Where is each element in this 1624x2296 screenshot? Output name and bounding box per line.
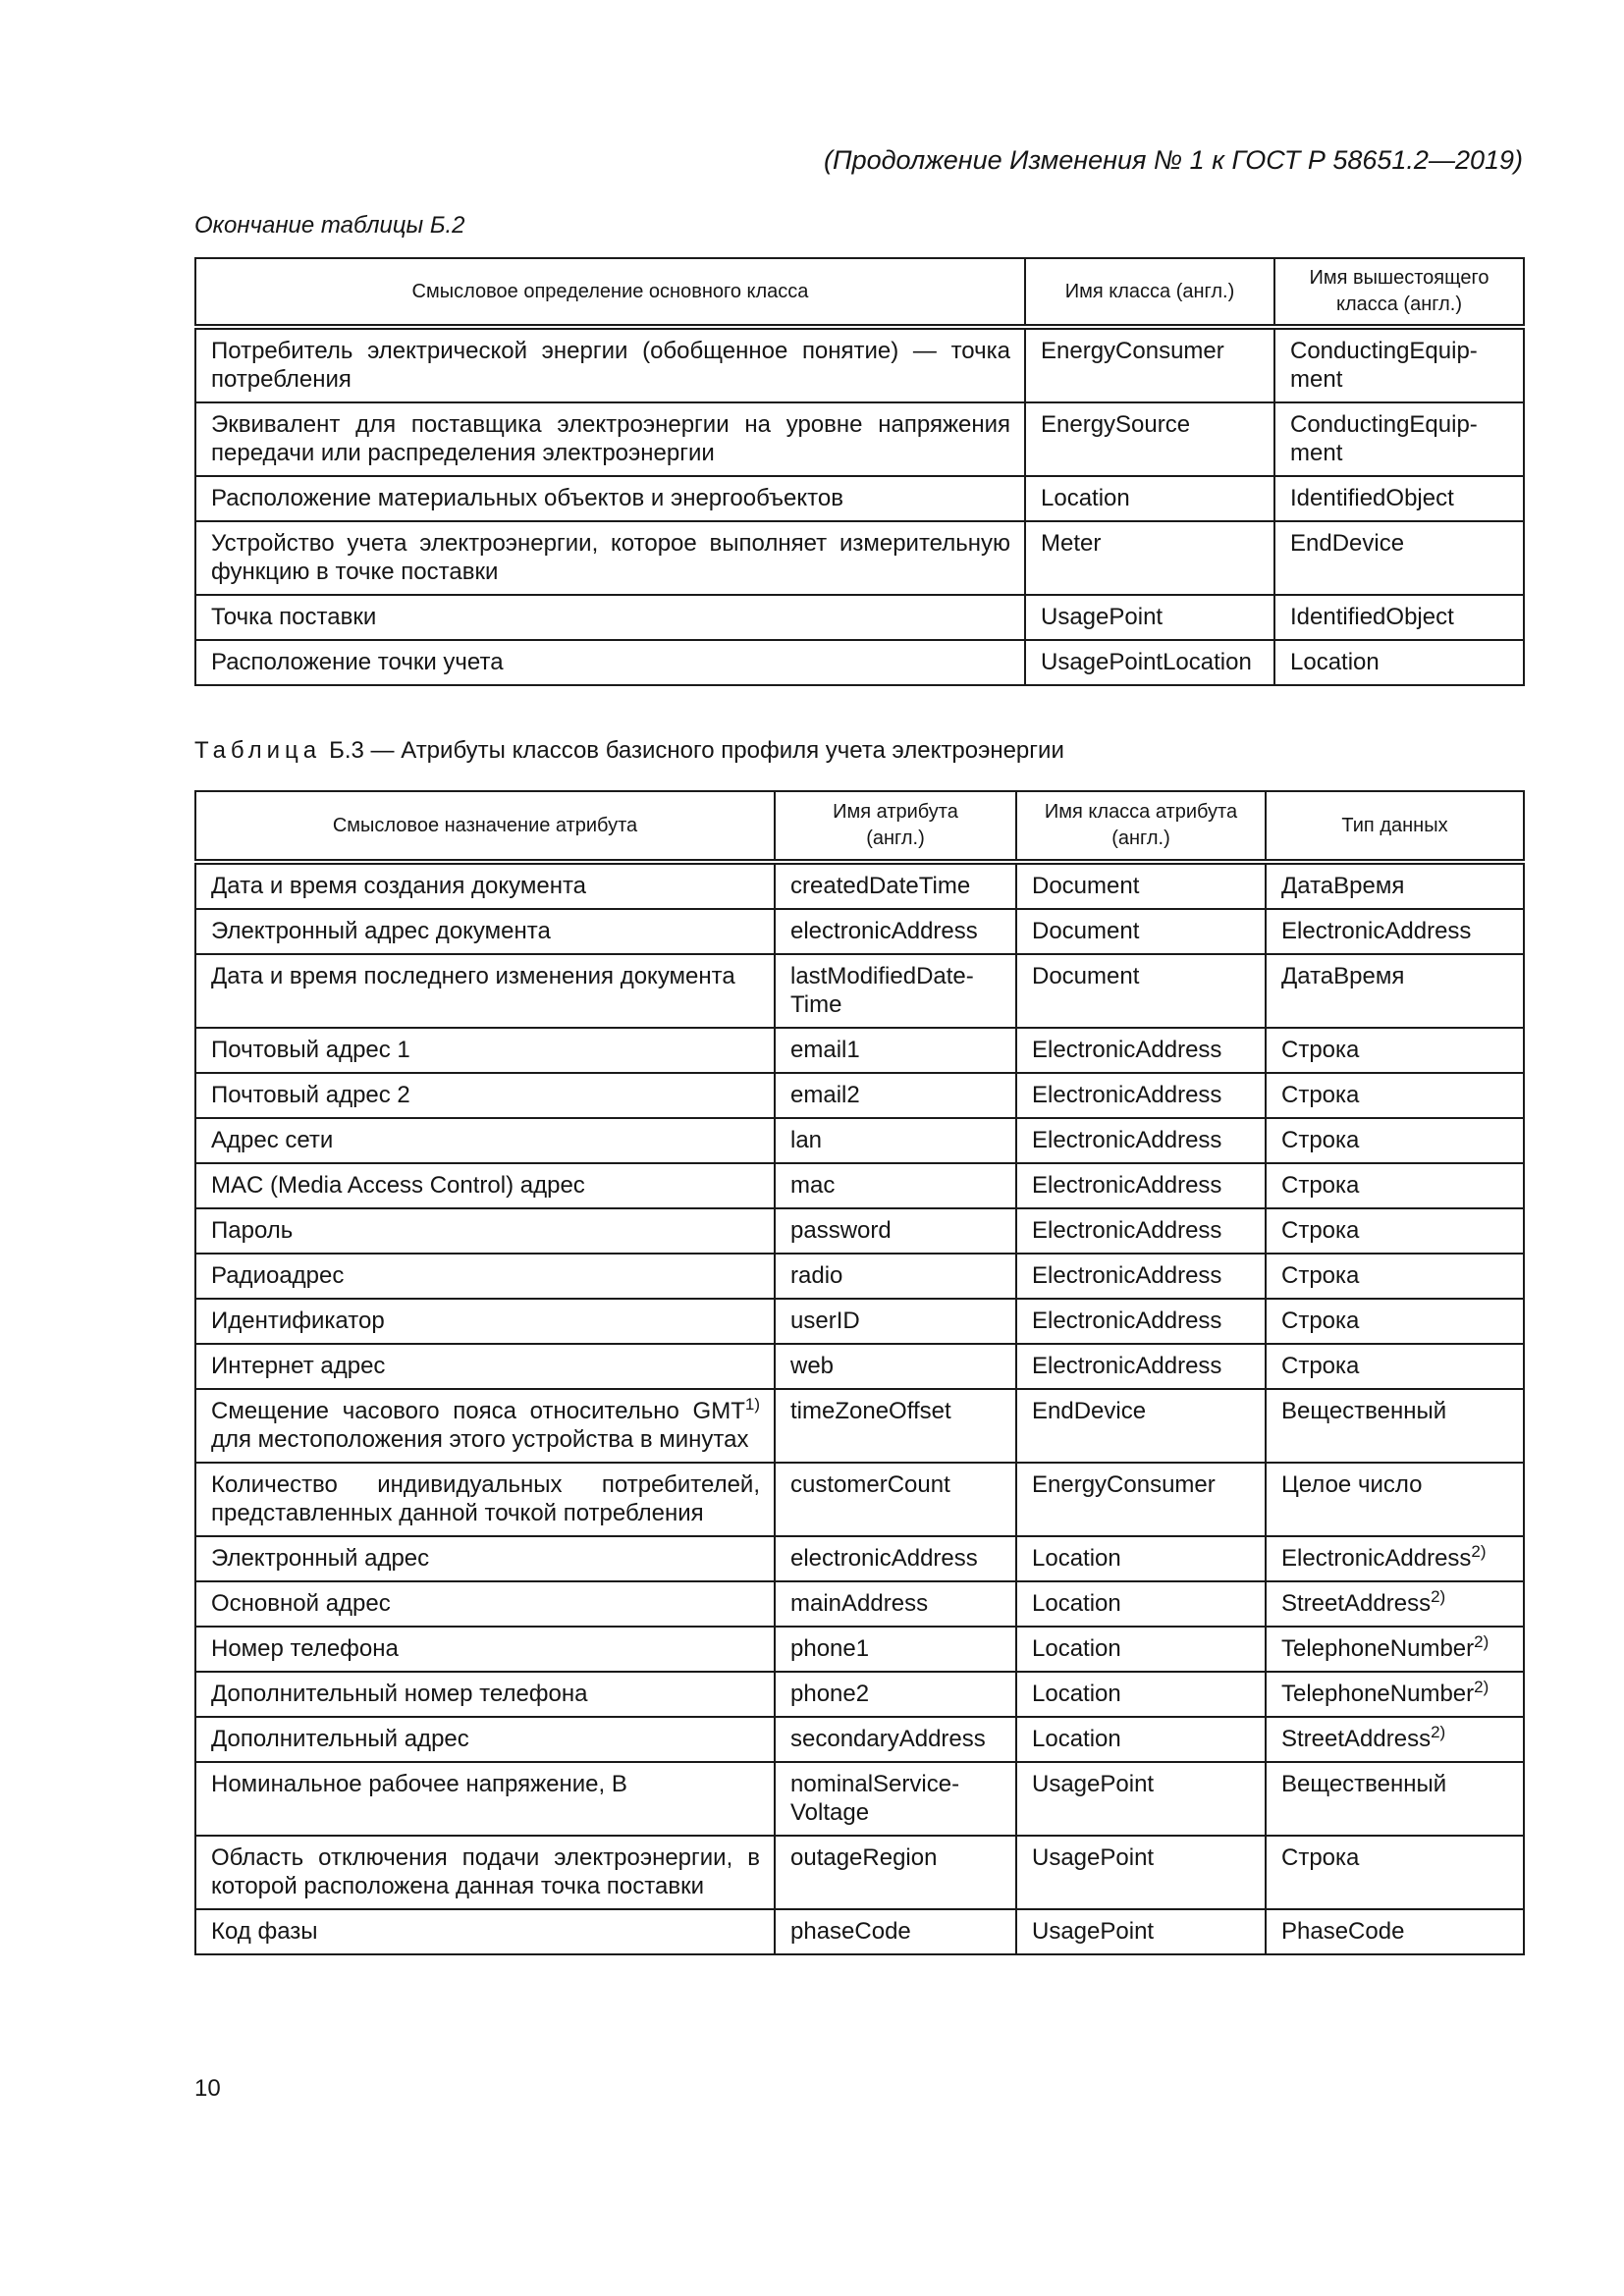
table-row — [195, 1163, 1524, 1208]
table-cell: Document — [1016, 909, 1266, 954]
table-cell: electronicAddress — [775, 1536, 1016, 1581]
table-row — [195, 595, 1524, 640]
table-cell — [195, 1909, 775, 1954]
table-cell: phone1 — [775, 1627, 1016, 1672]
table-cell: UsagePointLocation — [1025, 640, 1274, 685]
cell-text: Строка — [1281, 1037, 1360, 1063]
table-cell: UsagePoint — [1025, 595, 1274, 640]
table-cell: ElectronicAddress — [1016, 1344, 1266, 1389]
table1-caption: Окончание таблицы Б.2 — [194, 212, 465, 239]
table-cell: web — [775, 1344, 1016, 1389]
table-cell — [195, 1536, 775, 1581]
table2-caption-title: Б.3 — Атрибуты классов базисного профиля учета электроэнергии — [329, 737, 1064, 764]
cell-text: Строка — [1281, 1844, 1360, 1871]
table-cell: secondaryAddress — [775, 1717, 1016, 1762]
table-b3 — [194, 790, 1525, 1955]
table-cell — [195, 1389, 775, 1463]
table-cell: Meter — [1025, 521, 1274, 595]
table-cell: nominalService- Voltage — [775, 1762, 1016, 1836]
table-cell: Location — [1016, 1717, 1266, 1762]
column-header: Тип данных — [1266, 791, 1524, 862]
table-row — [195, 1909, 1524, 1954]
table-row — [195, 521, 1524, 595]
table-cell — [1266, 1627, 1524, 1672]
table-row — [195, 1717, 1524, 1762]
table2-caption — [194, 737, 1064, 765]
table-cell — [195, 1672, 775, 1717]
table-cell: Точка поставки — [195, 595, 1025, 640]
table-cell — [195, 1762, 775, 1836]
table-cell: email1 — [775, 1028, 1016, 1073]
cell-text: Почтовый адрес 2 — [211, 1082, 410, 1108]
table2-caption-prefix: Таблица — [194, 737, 322, 764]
table-cell: EnergyConsumer — [1025, 327, 1274, 402]
cell-text: Код фазы — [211, 1918, 318, 1945]
table-cell — [1266, 1118, 1524, 1163]
cell-text: Строка — [1281, 1262, 1360, 1289]
table-cell: phone2 — [775, 1672, 1016, 1717]
table-cell: Location — [1274, 640, 1524, 685]
table-row — [195, 1536, 1524, 1581]
table-cell: Потребитель электрической энергии (обобщенное понятие) — точка потребления — [195, 327, 1025, 402]
table-row — [195, 909, 1524, 954]
table-cell: Устройство учета электроэнергии, которое выполняет измерительную функцию в точке поставки — [195, 521, 1025, 595]
table-cell: ElectronicAddress — [1016, 1254, 1266, 1299]
table-cell — [195, 1581, 775, 1627]
table-row — [195, 327, 1524, 402]
table-cell — [1266, 1762, 1524, 1836]
table-cell — [1266, 1581, 1524, 1627]
footnote-mark: 2) — [1474, 1632, 1489, 1651]
table-cell — [195, 1299, 775, 1344]
cell-text: PhaseCode — [1281, 1918, 1405, 1945]
table-cell: userID — [775, 1299, 1016, 1344]
cell-text: ElectronicAddress — [1281, 1545, 1472, 1572]
cell-text: Электронный адрес — [211, 1545, 430, 1572]
table-cell — [195, 954, 775, 1028]
cell-text: ДатаВремя — [1281, 873, 1405, 899]
cell-text: Количество индивидуальных потребителей, представленных данной точкой потребления — [211, 1471, 760, 1526]
cell-text: MAC (Media Access Control) адрес — [211, 1172, 585, 1199]
table-cell — [1266, 954, 1524, 1028]
table-row — [195, 954, 1524, 1028]
table-cell: EnergySource — [1025, 402, 1274, 476]
table-row — [195, 476, 1524, 521]
table-cell — [195, 1254, 775, 1299]
column-header: Имя атрибута (англ.) — [775, 791, 1016, 862]
table-row — [195, 1208, 1524, 1254]
table-cell: ElectronicAddress — [1016, 1299, 1266, 1344]
table-row — [195, 1389, 1524, 1463]
footnote-mark: 2) — [1431, 1587, 1446, 1606]
cell-text: Вещественный — [1281, 1771, 1447, 1797]
table-cell: UsagePoint — [1016, 1762, 1266, 1836]
table-cell — [1266, 1073, 1524, 1118]
column-header: Имя вышестоящего класса (англ.) — [1274, 258, 1524, 327]
table-cell: Эквивалент для поставщика электроэнергии на уровне напряжения передачи или распределения электроэнергии — [195, 402, 1025, 476]
table-header-row — [195, 791, 1524, 862]
cell-text: Строка — [1281, 1217, 1360, 1244]
page-number: 10 — [194, 2075, 221, 2102]
table-cell — [195, 1463, 775, 1536]
document-header: (Продолжение Изменения № 1 к ГОСТ Р 58651.2—2019) — [824, 145, 1523, 175]
table-row — [195, 1299, 1524, 1344]
cell-text: StreetAddress — [1281, 1726, 1432, 1752]
table-row — [195, 1762, 1524, 1836]
table-cell: ConductingEquip- ment — [1274, 402, 1524, 476]
cell-text: Смещение часового пояса относительно GMT — [211, 1398, 745, 1424]
table-row — [195, 862, 1524, 909]
table-cell: radio — [775, 1254, 1016, 1299]
cell-text: Дата и время последнего изменения документа — [211, 963, 735, 989]
cell-text: Вещественный — [1281, 1398, 1447, 1424]
table-row — [195, 1028, 1524, 1073]
cell-text: Радиоадрес — [211, 1262, 345, 1289]
cell-text: Идентификатор — [211, 1308, 385, 1334]
column-header: Имя класса атрибута (англ.) — [1016, 791, 1266, 862]
table-cell: ElectronicAddress — [1016, 1208, 1266, 1254]
cell-text: Строка — [1281, 1353, 1360, 1379]
table-row — [195, 1836, 1524, 1909]
table-cell: Расположение материальных объектов и энергообъектов — [195, 476, 1025, 521]
table-cell: Document — [1016, 862, 1266, 909]
cell-text: Дополнительный адрес — [211, 1726, 469, 1752]
table-row — [195, 1627, 1524, 1672]
table-cell: password — [775, 1208, 1016, 1254]
table-cell — [195, 1627, 775, 1672]
table-cell — [195, 1344, 775, 1389]
table-cell: createdDateTime — [775, 862, 1016, 909]
table-cell — [1266, 1163, 1524, 1208]
table-row — [195, 640, 1524, 685]
table-cell — [195, 1717, 775, 1762]
table-row — [195, 1118, 1524, 1163]
cell-text: Электронный адрес документа — [211, 918, 551, 944]
footnote-mark: 2) — [1431, 1723, 1446, 1741]
column-header: Смысловое определение основного класса — [195, 258, 1025, 327]
cell-text: Почтовый адрес 1 — [211, 1037, 410, 1063]
table-cell — [1266, 1389, 1524, 1463]
table-row — [195, 1073, 1524, 1118]
table-cell — [195, 1028, 775, 1073]
table-cell: UsagePoint — [1016, 1836, 1266, 1909]
table-cell — [1266, 1254, 1524, 1299]
table-cell: EndDevice — [1016, 1389, 1266, 1463]
cell-text: Строка — [1281, 1172, 1360, 1199]
table-cell — [1266, 1909, 1524, 1954]
cell-text: Адрес сети — [211, 1127, 334, 1153]
footnote-mark: 2) — [1474, 1678, 1489, 1696]
table-cell: phaseCode — [775, 1909, 1016, 1954]
table-cell: Location — [1016, 1581, 1266, 1627]
table-cell: ElectronicAddress — [1016, 1073, 1266, 1118]
table-cell: mac — [775, 1163, 1016, 1208]
table-cell: ElectronicAddress — [1016, 1028, 1266, 1073]
table-cell: ElectronicAddress — [1016, 1163, 1266, 1208]
cell-text: Номер телефона — [211, 1635, 399, 1662]
table-cell — [195, 909, 775, 954]
footnote-mark: 2) — [1471, 1542, 1487, 1561]
table-cell: Location — [1025, 476, 1274, 521]
table-cell: IdentifiedObject — [1274, 476, 1524, 521]
table-row — [195, 1344, 1524, 1389]
table-cell: mainAddress — [775, 1581, 1016, 1627]
column-header: Смысловое назначение атрибута — [195, 791, 775, 862]
table-cell: Location — [1016, 1627, 1266, 1672]
cell-text: Основной адрес — [211, 1590, 391, 1617]
table-cell — [1266, 909, 1524, 954]
table-row — [195, 1672, 1524, 1717]
cell-text: TelephoneNumber — [1281, 1635, 1475, 1662]
cell-text: ElectronicAddress — [1281, 918, 1472, 944]
cell-text: ДатаВремя — [1281, 963, 1405, 989]
table-cell — [1266, 1344, 1524, 1389]
table-cell — [1266, 862, 1524, 909]
table-cell — [1266, 1717, 1524, 1762]
table-row — [195, 1581, 1524, 1627]
table-cell — [1266, 1028, 1524, 1073]
table-cell — [195, 862, 775, 909]
table-cell: Расположение точки учета — [195, 640, 1025, 685]
table-cell: EndDevice — [1274, 521, 1524, 595]
cell-text: TelephoneNumber — [1281, 1681, 1475, 1707]
table-header-row — [195, 258, 1524, 327]
table-cell — [1266, 1536, 1524, 1581]
table-cell: Document — [1016, 954, 1266, 1028]
table-cell — [1266, 1208, 1524, 1254]
table-cell: customerCount — [775, 1463, 1016, 1536]
table-cell: Location — [1016, 1536, 1266, 1581]
table-cell — [195, 1208, 775, 1254]
table-cell — [195, 1118, 775, 1163]
table-cell: lan — [775, 1118, 1016, 1163]
table-cell — [1266, 1299, 1524, 1344]
cell-text: Целое число — [1281, 1471, 1423, 1498]
table-cell: IdentifiedObject — [1274, 595, 1524, 640]
footnote-mark: 1) — [744, 1395, 760, 1414]
table-cell: outageRegion — [775, 1836, 1016, 1909]
cell-text: Номинальное рабочее напряжение, В — [211, 1771, 627, 1797]
cell-text: Область отключения подачи электроэнергии, в которой расположена данная точка поставки — [211, 1844, 760, 1899]
table-cell — [1266, 1836, 1524, 1909]
cell-text: StreetAddress — [1281, 1590, 1432, 1617]
cell-text: Дата и время создания документа — [211, 873, 587, 899]
table-cell — [1266, 1463, 1524, 1536]
cell-text: Строка — [1281, 1127, 1360, 1153]
table-cell: ConductingEquip- ment — [1274, 327, 1524, 402]
table-cell: Location — [1016, 1672, 1266, 1717]
table-row — [195, 1463, 1524, 1536]
cell-text: Пароль — [211, 1217, 294, 1244]
cell-text: Дополнительный номер телефона — [211, 1681, 588, 1707]
column-header: Имя класса (англ.) — [1025, 258, 1274, 327]
cell-text: Интернет адрес — [211, 1353, 386, 1379]
table-cell — [195, 1073, 775, 1118]
table-cell: ElectronicAddress — [1016, 1118, 1266, 1163]
table-cell — [1266, 1672, 1524, 1717]
table-cell: timeZoneOffset — [775, 1389, 1016, 1463]
table-cell: lastModifiedDate- Time — [775, 954, 1016, 1028]
table-cell: electronicAddress — [775, 909, 1016, 954]
table-cell: email2 — [775, 1073, 1016, 1118]
table-cell: UsagePoint — [1016, 1909, 1266, 1954]
table-cell — [195, 1163, 775, 1208]
cell-text: Строка — [1281, 1082, 1360, 1108]
cell-text: Строка — [1281, 1308, 1360, 1334]
table-row — [195, 1254, 1524, 1299]
cell-text-continued: для местоположения этого устройства в минутах — [211, 1426, 749, 1453]
table-cell — [195, 1836, 775, 1909]
table-b2 — [194, 257, 1525, 686]
table-row — [195, 402, 1524, 476]
table-cell: EnergyConsumer — [1016, 1463, 1266, 1536]
